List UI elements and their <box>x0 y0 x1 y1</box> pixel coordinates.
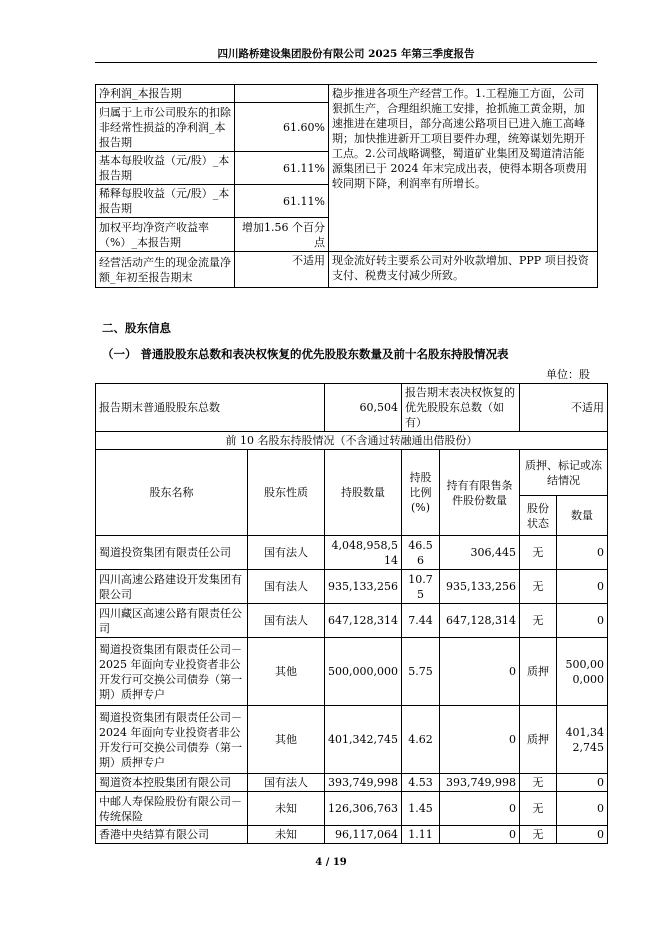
indicator-name: 净利润_本报告期 <box>96 85 235 103</box>
header-divider <box>95 62 597 63</box>
holder-shares: 935,133,256 <box>325 570 402 604</box>
holder-status: 无 <box>520 792 557 826</box>
indicator-value: 增加1.56 个百分点 <box>235 218 329 252</box>
unit-label: 单位：股 <box>546 368 590 381</box>
holder-restricted: 0 <box>440 706 520 774</box>
col-header-name: 股东名称 <box>96 450 248 536</box>
section-title: 二、股东信息 <box>102 321 171 335</box>
indicator-value: 不适用 <box>235 252 329 288</box>
holder-name: 蜀道资本控股集团有限公司 <box>96 774 248 792</box>
holder-name: 香港中央结算有限公司 <box>96 826 248 844</box>
holder-status: 质押 <box>520 706 557 774</box>
indicator-value <box>235 85 329 103</box>
col-header-restricted: 持有有限售条件股份数量 <box>440 450 520 536</box>
indicator-value: 61.11% <box>235 185 329 218</box>
holder-restricted: 306,445 <box>440 536 520 570</box>
holder-qty: 0 <box>557 792 608 826</box>
col-header-shares: 持股数量 <box>325 450 402 536</box>
total-holders-value: 60,504 <box>325 384 402 432</box>
holder-ratio: 46.56 <box>402 536 440 570</box>
col-header-pledge: 质押、标记或冻结情况 <box>520 450 608 496</box>
col-header-nature: 股东性质 <box>248 450 325 536</box>
holder-nature: 国有法人 <box>248 570 325 604</box>
holder-shares: 126,306,763 <box>325 792 402 826</box>
holder-qty: 0 <box>557 536 608 570</box>
holder-shares: 500,000,000 <box>325 638 402 706</box>
pref-holders-label: 报告期末表决权恢复的优先股股东总数（如有） <box>402 384 520 432</box>
indicator-reason-cash: 现金流好转主要系公司对外收款增加、PPP 项目投资支付、税费支付减少所致。 <box>329 252 598 288</box>
holder-restricted: 935,133,256 <box>440 570 520 604</box>
holder-shares: 401,342,745 <box>325 706 402 774</box>
table-row <box>96 706 608 774</box>
holder-ratio: 1.45 <box>402 792 440 826</box>
indicator-reason-main: 稳步推进各项生产经营工作。1.工程施工方面，公司狠抓生产，合理组织施工安排，抢抓施工黄金期，加速推进在建项目，部分高速公路项目已进入施工高峰期；加快推进新开工项目要件办理，统筹谋划先期开工点。2.公司战略调整，蜀道矿业集团及蜀道清洁能源集团已于 2024 年末完成出表，使得本期各项费用较同期下降，利润率有所增长。 <box>329 85 598 252</box>
table-row <box>96 826 608 844</box>
table-row <box>96 604 608 638</box>
holder-qty: 500,000,000 <box>557 638 608 706</box>
holder-ratio: 7.44 <box>402 604 440 638</box>
holder-status: 无 <box>520 604 557 638</box>
holder-qty: 0 <box>557 774 608 792</box>
holder-shares: 647,128,314 <box>325 604 402 638</box>
holder-name: 中邮人寿保险股份有限公司－传统保险 <box>96 792 248 826</box>
page-header: 四川路桥建设集团股份有限公司 2025 年第三季度报告 <box>217 48 475 60</box>
col-header-status: 股份状态 <box>520 496 557 536</box>
pref-holders-value: 不适用 <box>520 384 608 432</box>
holder-status: 无 <box>520 826 557 844</box>
holder-status: 无 <box>520 774 557 792</box>
holder-name: 蜀道投资集团有限责任公司－2025 年面向专业投资者非公开发行可交换公司债券（第一期）质押专户 <box>96 638 248 706</box>
holder-restricted: 0 <box>440 826 520 844</box>
table-row <box>96 638 608 706</box>
holder-qty: 0 <box>557 604 608 638</box>
indicator-name: 基本每股收益（元/股）_本报告期 <box>96 152 235 185</box>
shareholders-table <box>95 383 608 844</box>
holder-qty: 0 <box>557 570 608 604</box>
holder-name: 四川高速公路建设开发集团有限公司 <box>96 570 248 604</box>
holder-restricted: 647,128,314 <box>440 604 520 638</box>
holder-restricted: 0 <box>440 792 520 826</box>
section-subtitle: （一） 普通股股东总数和表决权恢复的优先股股东数量及前十名股东持股情况表 <box>102 347 509 361</box>
table-row <box>96 536 608 570</box>
holder-shares: 393,749,998 <box>325 774 402 792</box>
indicator-value: 61.60% <box>235 103 329 152</box>
indicator-name: 经营活动产生的现金流量净额_年初至报告期末 <box>96 252 235 288</box>
indicators-table <box>95 84 598 288</box>
holder-nature: 未知 <box>248 792 325 826</box>
holder-nature: 其他 <box>248 706 325 774</box>
indicator-name: 稀释每股收益（元/股）_本报告期 <box>96 185 235 218</box>
holder-status: 无 <box>520 570 557 604</box>
holder-ratio: 1.11 <box>402 826 440 844</box>
col-header-qty: 数量 <box>557 496 608 536</box>
table-row <box>96 774 608 792</box>
holder-shares: 96,117,064 <box>325 826 402 844</box>
holder-restricted: 393,749,998 <box>440 774 520 792</box>
holder-qty: 401,342,745 <box>557 706 608 774</box>
holder-ratio: 10.75 <box>402 570 440 604</box>
holder-ratio: 4.62 <box>402 706 440 774</box>
holder-status: 无 <box>520 536 557 570</box>
holder-name: 蜀道投资集团有限责任公司－2024 年面向专业投资者非公开发行可交换公司债券（第一期）质押专户 <box>96 706 248 774</box>
holder-name: 蜀道投资集团有限责任公司 <box>96 536 248 570</box>
holder-nature: 国有法人 <box>248 774 325 792</box>
holder-nature: 国有法人 <box>248 536 325 570</box>
page-number: 4 / 19 <box>315 857 347 868</box>
holder-ratio: 5.75 <box>402 638 440 706</box>
table-row <box>96 570 608 604</box>
indicator-name: 归属于上市公司股东的扣除非经常性损益的净利润_本报告期 <box>96 103 235 152</box>
holder-nature: 未知 <box>248 826 325 844</box>
holder-nature: 其他 <box>248 638 325 706</box>
col-header-ratio: 持股比例(%) <box>402 450 440 536</box>
holder-name: 四川藏区高速公路有限责任公司 <box>96 604 248 638</box>
holder-restricted: 0 <box>440 638 520 706</box>
indicator-value: 61.11% <box>235 152 329 185</box>
holder-status: 质押 <box>520 638 557 706</box>
holder-ratio: 4.53 <box>402 774 440 792</box>
holder-nature: 国有法人 <box>248 604 325 638</box>
top10-caption: 前 10 名股东持股情况（不含通过转融通出借股份） <box>96 432 608 450</box>
holder-qty: 0 <box>557 826 608 844</box>
holder-shares: 4,048,958,514 <box>325 536 402 570</box>
indicator-name: 加权平均净资产收益率（%）_本报告期 <box>96 218 235 252</box>
total-holders-label: 报告期末普通股股东总数 <box>96 384 325 432</box>
table-row <box>96 792 608 826</box>
